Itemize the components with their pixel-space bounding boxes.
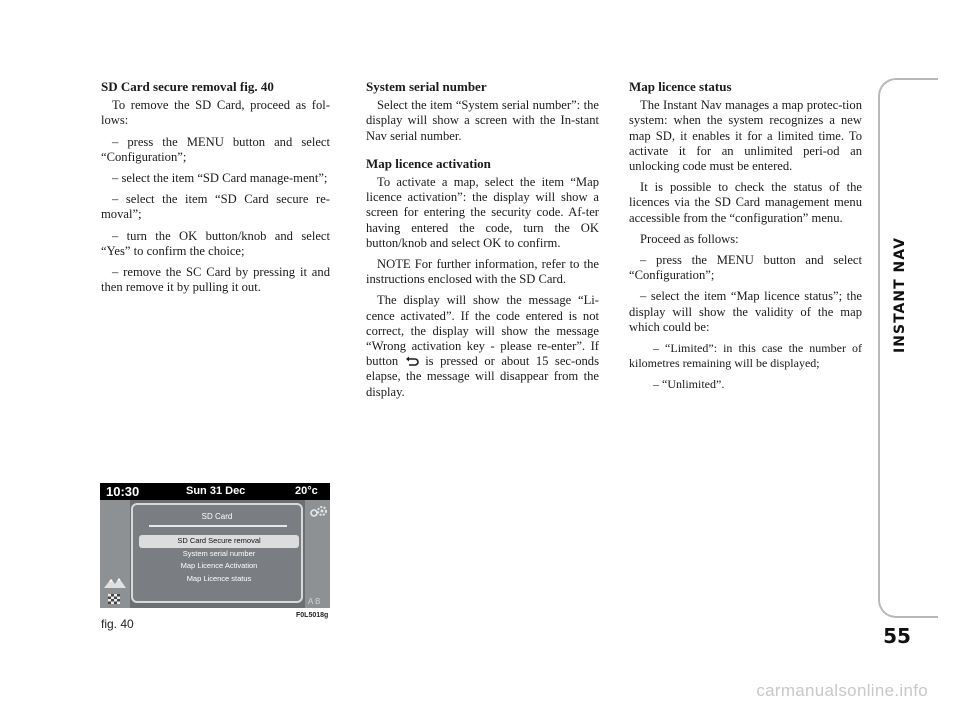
paragraph: – press the MENU button and select “Configuration”; (629, 253, 862, 283)
gear-icon (308, 505, 328, 519)
figure-code: F0L5018g (296, 612, 329, 619)
mountain-icon (104, 576, 126, 588)
column-map-licence-status (629, 79, 862, 399)
watermark: carmanualsonline.info (756, 681, 928, 700)
sd-card-menu-panel (131, 503, 303, 603)
menu-panel-title: SD Card (201, 512, 233, 521)
paragraph: To remove the SD Card, proceed as fol-lows: (101, 98, 330, 128)
paragraph-part: The display will show the message “Li-cence activated”. If the code entered is not correct, the display will show the message “Wrong activation key - please re-enter”. If button (366, 293, 599, 369)
sd-card-menu-list (139, 535, 299, 585)
paragraph: Proceed as follows: (640, 231, 739, 246)
menu-item-system-serial-number: System serial number (182, 548, 256, 558)
paragraph: It is possible to check the status of the licences via the SD Card management menu accessible from the “configuration” menu. (629, 180, 862, 225)
paragraph: – select the item “SD Card manage-ment”; (112, 171, 328, 186)
paragraph: Select the item “System serial number”: the display will show a screen with the In-stant Nav serial number. (366, 98, 599, 143)
heading-sd-card-removal: SD Card secure removal fig. 40 (101, 79, 274, 94)
column-serial-and-activation (366, 79, 599, 406)
figure-caption: fig. 40 (101, 617, 134, 631)
checkered-flag-icon (108, 594, 120, 604)
paragraph: – press the MENU button and select “Configuration”; (101, 134, 330, 164)
column-sd-card-removal (101, 79, 330, 301)
heading-map-licence-status: Map licence status (629, 79, 732, 94)
paragraph: – remove the SC Card by pressing it and then remove it by pulling it out. (101, 265, 330, 295)
return-arrow-icon (405, 356, 419, 366)
heading-system-serial: System serial number (366, 79, 487, 94)
note-paragraph: NOTE For further information, refer to the instructions enclosed with the SD Card. (366, 257, 599, 287)
screen-ab-label: A B (308, 597, 321, 606)
paragraph: – select the item “Map licence status”; the display will show the validity of the map which could be: (629, 289, 862, 334)
sub-paragraph: – “Unlimited”. (653, 377, 725, 392)
heading-map-licence-activation: Map licence activation (366, 155, 491, 171)
sub-paragraph: – “Limited”: in this case the number of kilometres remaining will be displayed; (629, 341, 862, 371)
menu-item-sd-card-secure-removal: SD Card Secure removal (139, 535, 299, 548)
menu-item-map-licence-status: Map Licence status (186, 573, 252, 583)
paragraph-part: is pressed or about 15 sec-onds elapse, the message will disappear from the display. (366, 354, 599, 399)
section-tab-label (882, 175, 918, 415)
menu-item-map-licence-activation: Map Licence Activation (180, 561, 258, 570)
screen-temperature: 20°c (295, 485, 318, 497)
section-name: INSTANT NAV (892, 237, 909, 353)
menu-title-divider (149, 525, 287, 527)
paragraph: To activate a map, select the item “Map licence activation”: the display will show a screen for entering the security code. Af-ter having entered the code, turn the OK button/knob and select OK to confirm. (366, 175, 599, 250)
figure-screen (100, 483, 330, 608)
screen-date: Sun 31 Dec (186, 485, 246, 497)
paragraph (366, 293, 599, 399)
paragraph: The Instant Nav manages a map protec-tion system: when the system recognizes a new map SD, it enables it for a limited time. To activate it for an unlimited peri-od an unlocking code must be entered. (629, 98, 862, 174)
page-number: 55 (883, 624, 911, 648)
paragraph: – turn the OK button/knob and select “Yes” to confirm the choice; (101, 228, 330, 258)
screen-left-bar (100, 500, 130, 608)
screen-time: 10:30 (106, 484, 140, 499)
screen-status-bar (100, 483, 330, 500)
paragraph: – select the item “SD Card secure re-moval”; (101, 192, 330, 222)
